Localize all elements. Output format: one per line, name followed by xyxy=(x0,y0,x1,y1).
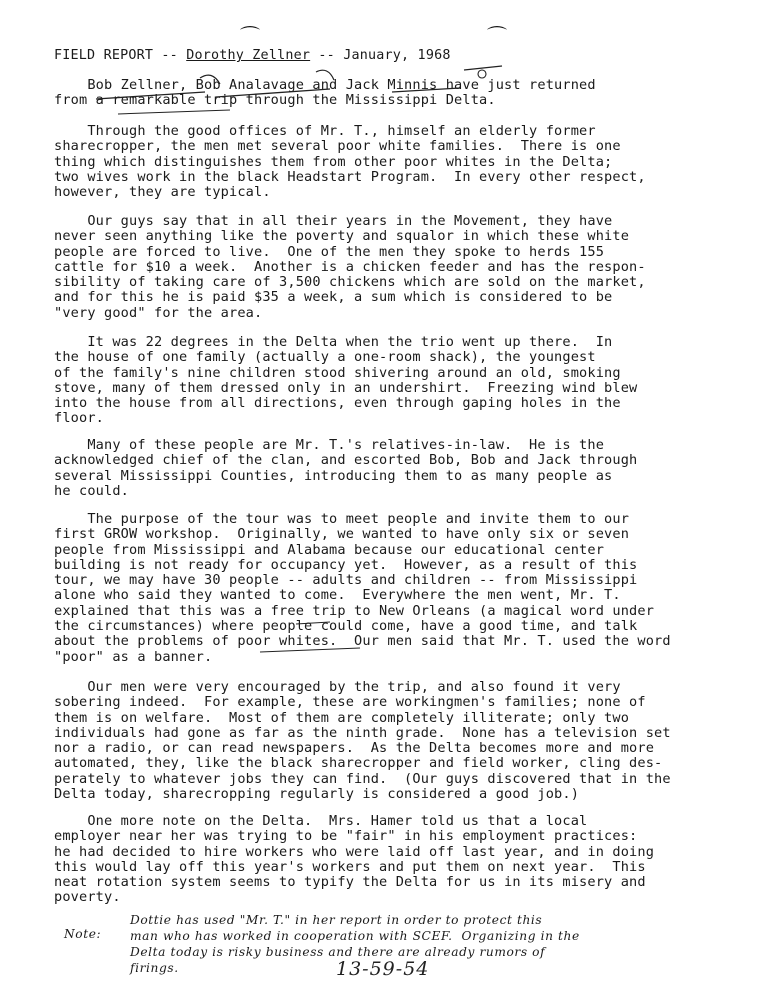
paragraph-purpose: The purpose of the tour was to meet people and invite them to our first GROW workshop. Originally, we wanted to have only six or seven people from Mississippi and Alabama because our educational center building is not ready for occupancy yet. However, as a result of this tour, we may have 30 people -- adults and children -- from Mississippi alone who said they wanted to come. Everywhere the men went, Mr. T. explained that this was a free trip to New Orleans (a magical word under the circumstances) where people could come, have a good time, and talk about the problems of poor whites. Our men said that Mr. T. used the word "poor" as a banner. xyxy=(54,511,671,665)
heading-dash: -- xyxy=(310,48,344,63)
heading-prefix: FIELD REPORT -- xyxy=(54,48,187,63)
note-label: Note: xyxy=(64,927,102,941)
handwritten-archive-number: 13-59-54 xyxy=(336,958,430,980)
report-heading xyxy=(54,48,734,63)
heading-author: Dorothy Zellner xyxy=(186,48,311,63)
paragraph-weather: It was 22 degrees in the Delta when the trio went up there. In the house of one family (actually a one-room shack), the youngest of the family's nine children stood shivering around an old, smoking stove, many of them dressed only in an undershirt. Freezing wind blew into the house from all directions, even through gaping holes in the floor. xyxy=(54,334,638,427)
pen-mark-left: ⌒ xyxy=(240,24,260,48)
paragraph-relatives: Many of these people are Mr. T.'s relatives-in-law. He is the acknowledged chief of the clan, and escorted Bob, Bob and Jack through several Mississippi Counties, introducing them to as many people as he could. xyxy=(54,437,638,499)
paragraph-encouraged: Our men were very encouraged by the trip, and also found it very sobering indeed. For example, these are workingmen's families; none of them is on welfare. Most of them are completely illiterate; only two individuals had gone as far as the ninth grade. None has a television set nor a radio, or can read newspapers. As the Delta becomes more and more automated, they, like the black sharecropper and field worker, cling des- perately to whatever jobs they can find. (Our guys discovered that in the Delta today, sharecropping regularly is considered a good job.) xyxy=(54,679,671,803)
paragraph-poverty: Our guys say that in all their years in the Movement, they have never seen anything like the poverty and squalor in which these white people are forced to live. One of the men they spoke to herds 155 cattle for $10 a week. Another is a chicken feeder and has the respon- sibility of taking care of 3,500 chickens which are sold on the market, and for this he is paid $35 a week, a sum which is considered to be "very good" for the area. xyxy=(54,213,646,321)
paragraph-mr-t: Through the good offices of Mr. T., himself an elderly former sharecropper, the men met several poor white families. There is one thing which distinguishes them from other poor whites in the Delta; two wives work in the black Headstart Program. In every other respect, however, they are typical. xyxy=(54,123,646,201)
note-text: Dottie has used "Mr. T." in her report in order to protect this man who has worked in cooperation with SCEF. Organizing in the Delta today is risky business and there are already rumors of firings. xyxy=(130,913,580,975)
paragraph-hamer: One more note on the Delta. Mrs. Hamer told us that a local employer near her was trying to be "fair" in his employment practices: he had decided to hire workers who were laid off last year, and in doing this would lay off this year's workers and put them on next year. This neat rotation system seems to typify the Delta for us in its misery and poverty. xyxy=(54,813,655,906)
paragraph-intro: Bob Zellner, Bob Analavage and Jack Minnis have just returned from a remarkable trip through the Mississippi Delta. xyxy=(54,77,596,109)
pen-mark-right: ⌒ xyxy=(487,24,507,48)
heading-date: January, 1968 xyxy=(343,48,451,63)
